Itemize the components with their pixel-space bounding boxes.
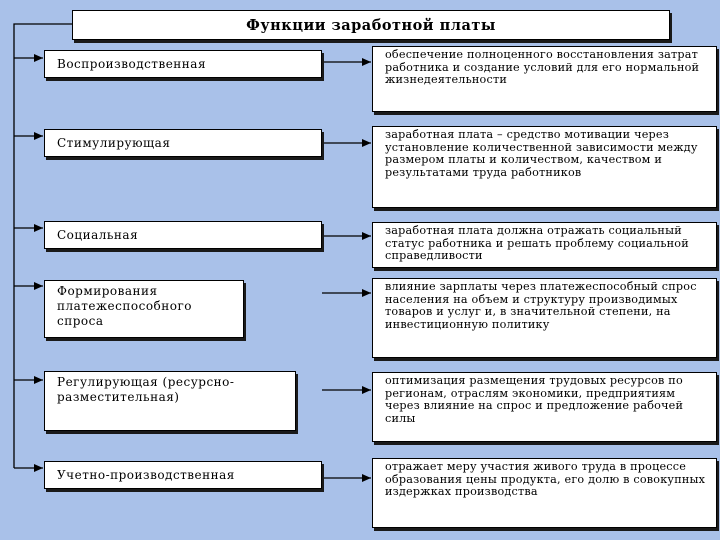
description-box-demand: влияние зарплаты через платежеспособный спрос населения на объем и структуру производимых товаров и услуг и, в значительной степени, на инвестиционную политику <box>372 278 717 358</box>
function-box-stimulating: Стимулирующая <box>44 129 322 157</box>
function-box-reproductive: Воспроизводственная <box>44 50 322 78</box>
diagram-title: Функции заработной платы <box>72 10 670 40</box>
function-box-accounting: Учетно-производственная <box>44 461 322 489</box>
description-box-regulating: оптимизация размещения трудовых ресурсов по регионам, отраслям экономики, предприятиям через влияние на спрос и предложение рабочей силы <box>372 372 717 442</box>
function-box-regulating: Регулирующая (ресурсно-разместительная) <box>44 371 296 431</box>
function-box-demand: Формирования платежеспособного спроса <box>44 280 244 338</box>
description-box-social: заработная плата должна отражать социальный статус работника и решать проблему социальной справедливости <box>372 222 717 268</box>
function-box-social: Социальная <box>44 221 322 249</box>
description-box-stimulating: заработная плата – средство мотивации через установление количественной зависимости между размером платы и количеством, качеством и результатами труда работников <box>372 126 717 208</box>
description-box-accounting: отражает меру участия живого труда в процессе образования цены продукта, его долю в совокупных издержках производства <box>372 458 717 528</box>
description-box-reproductive: обеспечение полноценного восстановления затрат работника и создание условий для его нормальной жизнедеятельности <box>372 46 717 112</box>
